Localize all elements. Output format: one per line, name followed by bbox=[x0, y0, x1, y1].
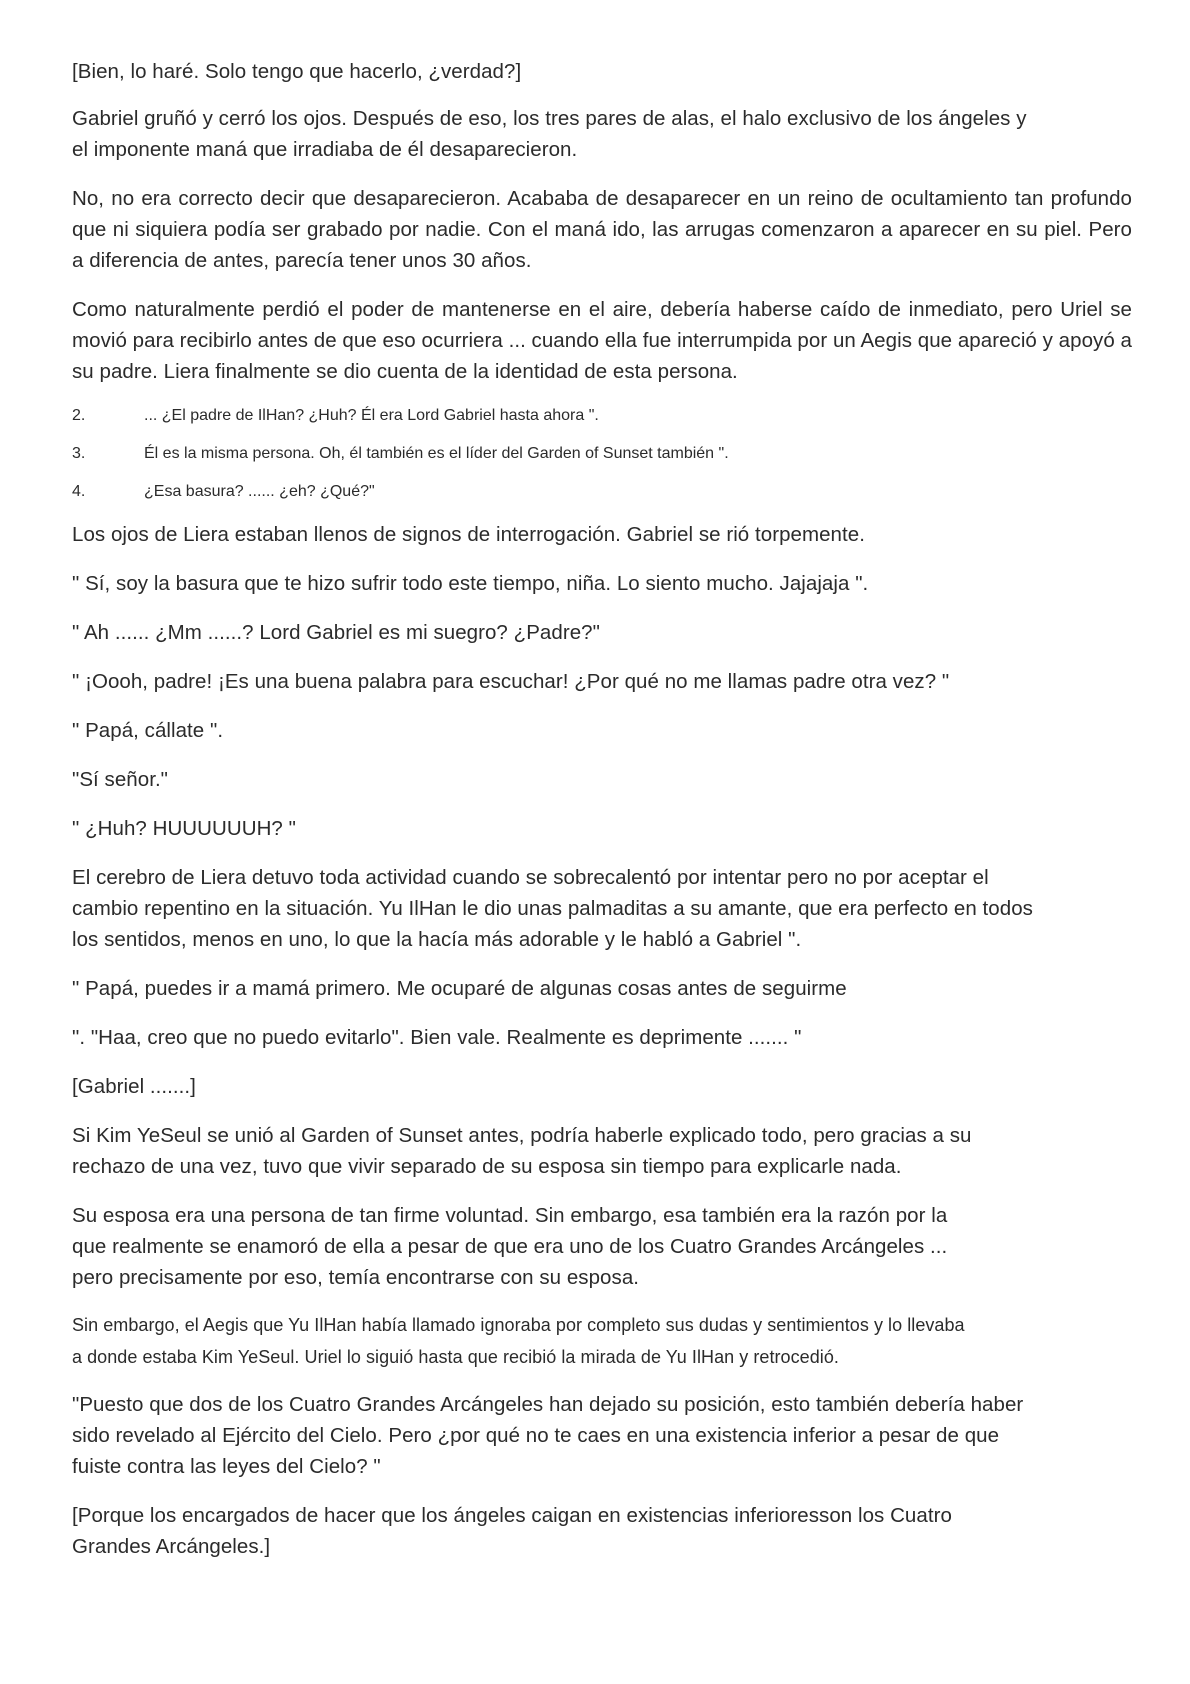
text-line: los sentidos, menos en uno, lo que la hacía más adorable y le habló a Gabriel ". bbox=[72, 928, 802, 951]
paragraph bbox=[72, 1200, 1132, 1293]
text-line: Su esposa era una persona de tan firme voluntad. Sin embargo, esa también era la razón por la bbox=[72, 1204, 948, 1227]
text-line: "Puesto que dos de los Cuatro Grandes Arcángeles han dejado su posición, esto también debería haber bbox=[72, 1393, 1024, 1416]
text-line: [Porque los encargados de hacer que los ángeles caigan en existencias inferioresson los Cuatro bbox=[72, 1504, 952, 1527]
paragraph: " Ah ...... ¿Mm ......? Lord Gabriel es mi suegro? ¿Padre?" bbox=[72, 621, 600, 644]
paragraph: [Gabriel .......] bbox=[72, 1075, 196, 1098]
paragraph bbox=[72, 1500, 1132, 1562]
text-line: Sin embargo, el Aegis que Yu IlHan había llamado ignoraba por completo sus dudas y sentimientos y lo llevaba bbox=[72, 1315, 965, 1335]
list-item bbox=[72, 445, 1132, 463]
text-line: El cerebro de Liera detuvo toda actividad cuando se sobrecalentó por intentar pero no por aceptar el bbox=[72, 866, 989, 889]
list-number: 4. bbox=[72, 483, 86, 500]
paragraph: Los ojos de Liera estaban llenos de signos de interrogación. Gabriel se rió torpemente. bbox=[72, 523, 865, 546]
text-line: que realmente se enamoró de ella a pesar de que era uno de los Cuatro Grandes Arcángeles ... bbox=[72, 1235, 948, 1258]
list-number: 3. bbox=[72, 445, 86, 462]
paragraph: No, no era correcto decir que desaparecieron. Acababa de desaparecer en un reino de ocultamiento tan profundo que ni siquiera podía ser grabado por nadie. Con el maná ido, las arrugas comenzaron a aparecer en su piel. Pero a diferencia de antes, parecía tener unos 30 años. bbox=[72, 187, 1132, 272]
paragraph: "Sí señor." bbox=[72, 768, 169, 791]
paragraph: Como naturalmente perdió el poder de mantenerse en el aire, debería haberse caído de inmediato, pero Uriel se movió para recibirlo antes de que eso ocurriera ... cuando ella fue interrumpida por un Aegis que apareció y apoyó a su padre. Liera finalmente se dio cuenta de la identidad de esta persona. bbox=[72, 298, 1132, 383]
text-line: pero precisamente por eso, temía encontrarse con su esposa. bbox=[72, 1266, 640, 1289]
paragraph bbox=[72, 862, 1132, 955]
paragraph: ". "Haa, creo que no puedo evitarlo". Bien vale. Realmente es deprimente ....... " bbox=[72, 1026, 802, 1049]
paragraph: [Bien, lo haré. Solo tengo que hacerlo, ¿verdad?] bbox=[72, 60, 522, 83]
list-number: 2. bbox=[72, 407, 86, 424]
text-line: rechazo de una vez, tuvo que vivir separado de su esposa sin tiempo para explicarle nada. bbox=[72, 1155, 902, 1178]
text-line: Gabriel gruñó y cerró los ojos. Después de eso, los tres pares de alas, el halo exclusivo de los ángeles y bbox=[72, 107, 1027, 130]
document-page bbox=[72, 56, 1132, 1562]
text-line: fuiste contra las leyes del Cielo? " bbox=[72, 1455, 381, 1478]
list-text: Él es la misma persona. Oh, él también es el líder del Garden of Sunset también ". bbox=[144, 445, 729, 462]
text-line: sido revelado al Ejército del Cielo. Pero ¿por qué no te caes en una existencia inferior a pesar de que bbox=[72, 1424, 1000, 1447]
text-line: Grandes Arcángeles.] bbox=[72, 1535, 271, 1558]
paragraph: " Sí, soy la basura que te hizo sufrir todo este tiempo, niña. Lo siento mucho. Jajajaja ". bbox=[72, 572, 869, 595]
list-text: ... ¿El padre de IlHan? ¿Huh? Él era Lord Gabriel hasta ahora ". bbox=[144, 407, 599, 424]
paragraph bbox=[72, 1120, 1132, 1182]
paragraph bbox=[72, 103, 1132, 165]
list-item bbox=[72, 407, 1132, 425]
list-item bbox=[72, 483, 1132, 501]
text-line: Si Kim YeSeul se unió al Garden of Sunset antes, podría haberle explicado todo, pero gracias a su bbox=[72, 1124, 972, 1147]
text-line: cambio repentino en la situación. Yu IlHan le dio unas palmaditas a su amante, que era perfecto en todos bbox=[72, 897, 1033, 920]
paragraph: " Papá, puedes ir a mamá primero. Me ocuparé de algunas cosas antes de seguirme bbox=[72, 977, 847, 1000]
text-line: el imponente maná que irradiaba de él desaparecieron. bbox=[72, 138, 578, 161]
paragraph bbox=[72, 1389, 1132, 1482]
list-text: ¿Esa basura? ...... ¿eh? ¿Qué?" bbox=[144, 483, 375, 500]
text-line: a donde estaba Kim YeSeul. Uriel lo siguió hasta que recibió la mirada de Yu IlHan y retrocedió. bbox=[72, 1347, 839, 1367]
paragraph bbox=[72, 1309, 1132, 1373]
paragraph: " ¡Oooh, padre! ¡Es una buena palabra para escuchar! ¿Por qué no me llamas padre otra vez? " bbox=[72, 670, 950, 693]
paragraph: " ¿Huh? HUUUUUUH? " bbox=[72, 817, 296, 840]
paragraph: " Papá, cállate ". bbox=[72, 719, 224, 742]
